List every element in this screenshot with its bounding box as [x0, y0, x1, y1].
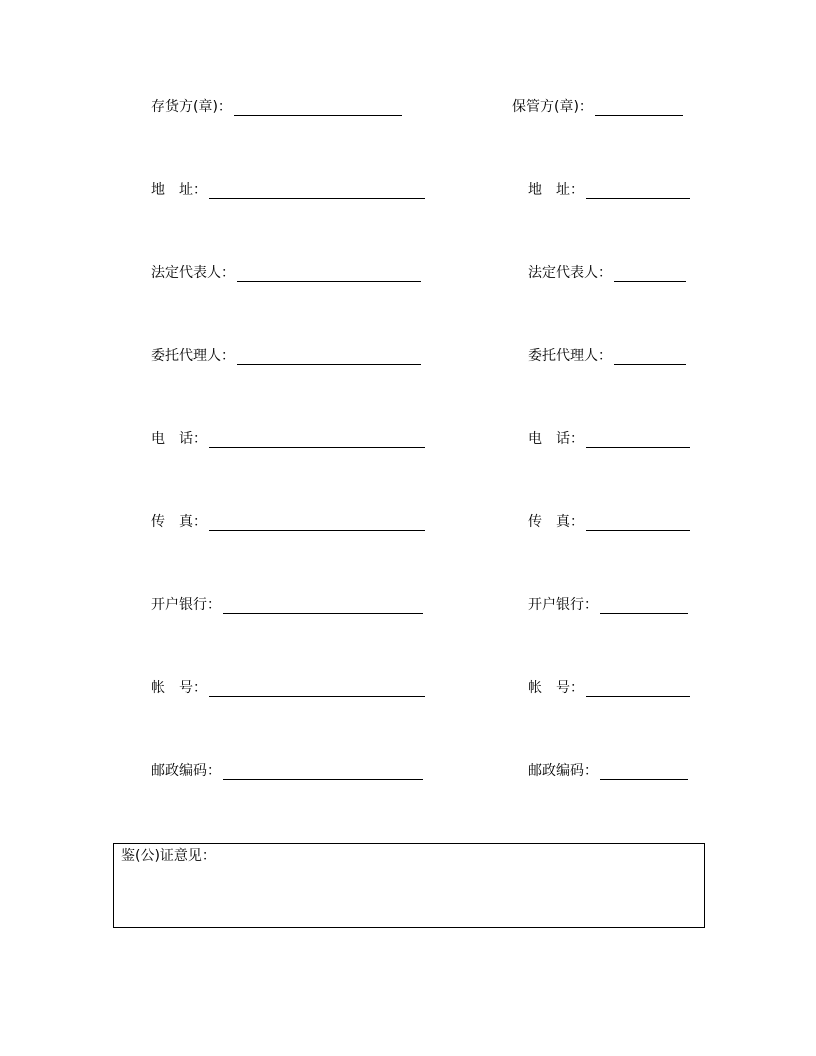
signature-row-bank: [0, 592, 816, 614]
depositor-agent-field: [151, 343, 421, 365]
signature-row-fax: [0, 509, 816, 531]
depositor-bank-label: 开户银行：: [151, 597, 221, 613]
depositor-agent-blank[interactable]: [237, 346, 421, 365]
depositor-postcode-field: [151, 758, 423, 780]
custodian-phone-label: 电 话：: [528, 431, 584, 447]
custodian-postcode-field: [528, 758, 688, 780]
custodian-postcode-label: 邮政编码：: [528, 763, 598, 779]
depositor-address-label: 地 址：: [151, 182, 207, 198]
depositor-address-blank[interactable]: [209, 180, 425, 199]
depositor-fax-blank[interactable]: [209, 512, 425, 531]
custodian-agent-blank[interactable]: [614, 346, 686, 365]
custodian-account-label: 帐 号：: [528, 680, 584, 696]
depositor-address-field: [151, 177, 425, 199]
custodian-address-label: 地 址：: [528, 182, 584, 198]
depositor-legal-rep-blank[interactable]: [237, 263, 421, 282]
custodian-account-blank[interactable]: [586, 678, 690, 697]
depositor-seal-label: 存货方(章)：: [151, 99, 232, 115]
depositor-account-field: [151, 675, 425, 697]
depositor-postcode-blank[interactable]: [223, 761, 423, 780]
depositor-phone-field: [151, 426, 425, 448]
depositor-legal-rep-field: [151, 260, 421, 282]
custodian-postcode-blank[interactable]: [600, 761, 688, 780]
depositor-seal-field: [151, 94, 402, 116]
depositor-phone-blank[interactable]: [209, 429, 425, 448]
notary-opinion-box[interactable]: [113, 843, 705, 928]
custodian-legal-rep-blank[interactable]: [614, 263, 686, 282]
custodian-address-blank[interactable]: [586, 180, 690, 199]
signature-row-agent: [0, 343, 816, 365]
custodian-phone-field: [528, 426, 690, 448]
depositor-bank-field: [151, 592, 423, 614]
depositor-postcode-label: 邮政编码：: [151, 763, 221, 779]
custodian-fax-label: 传 真：: [528, 514, 584, 530]
custodian-seal-label: 保管方(章)：: [512, 99, 593, 115]
custodian-account-field: [528, 675, 690, 697]
signature-row-postcode: [0, 758, 816, 780]
custodian-address-field: [528, 177, 690, 199]
custodian-fax-field: [528, 509, 690, 531]
signature-row-account: [0, 675, 816, 697]
custodian-seal-blank[interactable]: [595, 97, 683, 116]
custodian-phone-blank[interactable]: [586, 429, 690, 448]
depositor-phone-label: 电 话：: [151, 431, 207, 447]
custodian-bank-field: [528, 592, 688, 614]
depositor-legal-rep-label: 法定代表人：: [151, 265, 235, 281]
custodian-legal-rep-label: 法定代表人：: [528, 265, 612, 281]
depositor-agent-label: 委托代理人：: [151, 348, 235, 364]
depositor-bank-blank[interactable]: [223, 595, 423, 614]
depositor-account-blank[interactable]: [209, 678, 425, 697]
depositor-seal-blank[interactable]: [234, 97, 402, 116]
signature-row-legal-rep: [0, 260, 816, 282]
depositor-account-label: 帐 号：: [151, 680, 207, 696]
notary-opinion-label: 鉴(公)证意见：: [121, 848, 216, 864]
custodian-legal-rep-field: [528, 260, 686, 282]
custodian-agent-label: 委托代理人：: [528, 348, 612, 364]
custodian-bank-blank[interactable]: [600, 595, 688, 614]
depositor-fax-label: 传 真：: [151, 514, 207, 530]
depositor-fax-field: [151, 509, 425, 531]
custodian-fax-blank[interactable]: [586, 512, 690, 531]
custodian-seal-field: [512, 94, 683, 116]
signature-row-address: [0, 177, 816, 199]
custodian-bank-label: 开户银行：: [528, 597, 598, 613]
signature-row-phone: [0, 426, 816, 448]
signature-row-party: [0, 94, 816, 116]
custodian-agent-field: [528, 343, 686, 365]
